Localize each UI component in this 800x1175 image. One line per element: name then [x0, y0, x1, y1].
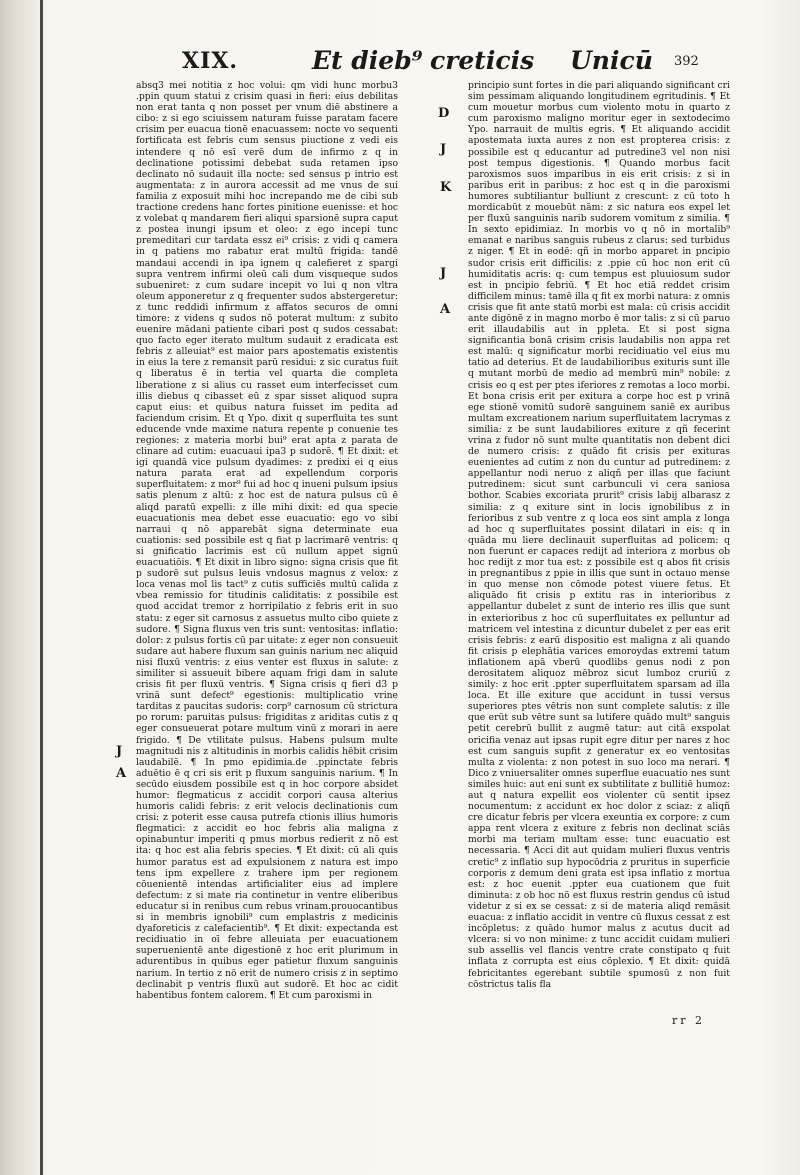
- left-column-text: absq3 mei notitia z hoc volui: qm vidi hunc morbu3 .ppin quum statui z crisim quasi in fieri: eius debilitas non erat tanta q non posset per vnum diē abstinere a cibo: z si ego sciuissem naturam fuisse paratam facere crisim per euacua tionē enacuassem: nocte vo sequenti fortificata est febris cum sensus piuctione z vedi eis intendere q nō esī verē dum de infirmo z q in declinatione potissimi debebat suda retamen ipso declinato nō sudauit illa nocte: sed sensus p intrio est augmentata: z in aurora accessit ad me vnus de sui familia z exposuit mihi hoc increpando me de cibi sub tractione credens hanc fortes pinitione euenisse: et hoc z volebat q mandarem fieri aliqui sparsionē supra caput z postea inungi ipsum et oleo: z ego incepi tunc premeditari cur tardata essz ei⁹ crisis: z vidi q camera in q patiens mo rabatur erat multū frigida: tandē mandaui accendi in ipa ignem q calefieret z spargi supra ventrem infirmi oleū cali dum visqueque sudos subueniret: z cum sudare incepit vo lui q non vltra oleum apponeretur z q frequenter sudos abstergeretur: z tunc reddidi infirmum z affatos securos de omni timore: z videns q sudos nō poterat multum: z subito euenire mādani patiente cibari post q sudos cessabat: quo facto eger iterato multum sudauit z eradicata est febris z alleuiat⁹ est maior pars apostematis existentis in eius la tere z remansit parū residui: z sic curatus fuit q liberatus ē in tertia vel quarta die completa liberatione z si alius cu rasset eum interfecisset cum illis diebus q cibasset eū z spar sisset aliquod supra caput eius: et quibus natura fuisset im pedita ad faciendum crisim. Et q Ypo. dixit q superfluita tes sunt educende vnde maxime natura repente p conuenie tes regiones: z materia morbi bui⁹ erat apta z parata de clinare ad cutim: euacuaui ipa3 p sudorē. ¶ Et dixit: et igi quandā vice pulsum dyadimes: z predixi ei q eius natura parata erat ad expellendum corporis superfluitatem: z mor⁹ fui ad hoc q inueni pulsum ipsius satis plenum z altū: z hoc est de natura pulsus cū ē aliqd paratū expelli: z ille mihi dixit: ed qua specie euacuationis mea debet esse euacuatio: ego vo sibi narraui q nō apparebāt signa determinate eua cuationis: sed possibile est q fiat p lacrimarē ventris: q si gnificatio lacrimis est cū nullum appet signū euacuatiōis. ¶ Et dixit in libro signo: signa crisis que fit p sudorē sut pulsus leuis vndosus magnus z velox: z loca venas mol lis tact⁹ z cutis sufficiēs multū calida z vbea remissio for titudinis caliditatis: z possibile est quod accidat tremor z horripilatio z febris erit in suo statu: z eger sit carnosus z assuetus multo cibo quiete z sudore. ¶ Signa fluxus ven tris sunt: ventositas: inflatio: dolor: z pulsus fortis cū par uitate: z eger non consueuit sudare aut habere fluxum san guinis narium nec aliquid nisi fluxū ventris: z eius venter est fluxus in salute: z similiter si assueuit bibere aquam frigi dam in salute crisis fit per fluxū ventris. ¶ Signa crisis q fieri d3 p vrinā sunt defect⁹ egestionis: multiplicatio vrine tarditas z paucitas sudoris: corp⁹ carnosum cū strictura po rorum: paruitas pulsus: frigiditas z ariditas cutis z q eger consueuerat potare multum vinū z morari in aere frigido. ¶ De vtilitate pulsus. Habens pulsum multe magnitudi nis z altitudinis in morbis calidis hēbit crisim laudabilē. ¶ In pmo epidimia.de .ppinctate febris aduētio ē q cri sis erit p fluxum sanguinis narium. ¶ In secūdo eiusdem possibile est q in hoc corpore absidet humor: flegmaticus z accidit corpori causa alterius humoris calidi febris: z erit velocis declinationis cum crisi: z poterit esse causa putrefa ctionis illius humoris flegmatici: z accidit eo hoc febris alia maligna z opinabuntur imperiti q pmus morbus redierit z nō est ita: q hoc est alia febris species. ¶ Et dixit: cū ali quis humor paratus est ad expulsionem z natura est impo tens ipm expellere z trahere ipm per regionem cōuenientē intendas artificialiter eius ad implere defectum: z si mate ria continetur in ventre eliberibus educatur si in renibus cum rebus vrinam.prouocantibus si in membris ignobili⁹ cum emplastris z medicinis dyaforeticis z calefacientib⁹. ¶ Et dixit: expectanda est recidiuatio in oī febre alleuiata per euacuationem superuenientē ante digestionē z hoc erit plurimum in adurentibus in quibus eger patietur fluxum sanguinis narium. In tertio z nō erit de numero crisis z in septimo declinabit p ventris fluxū aut sudorē. Et hoc ac cidit habentibus fontem calorem. ¶ Et cum paroxismi in: [136, 80, 398, 1001]
- margin-letter: A: [440, 302, 451, 317]
- header-book: XIX.: [182, 48, 239, 74]
- header-title-part3: Unicū: [570, 46, 653, 75]
- margin-letter: J: [440, 142, 447, 157]
- margin-letter: J: [116, 744, 123, 759]
- left-column: [136, 80, 398, 1001]
- folio-number: 392: [674, 54, 699, 69]
- margin-letter: A: [116, 766, 127, 781]
- header-title-part1: Et dieb⁹: [312, 46, 423, 75]
- signature-mark: rr 2: [672, 1014, 706, 1027]
- margin-letter: J: [440, 266, 447, 281]
- margin-letter: K: [440, 180, 452, 195]
- right-column-text: principio sunt fortes in die pari aliquando significant cri sim pessimam aliquando longitudinem egritudinis. ¶ Et cum mouetur morbus cum violento motu in quarto z cum paroxismo maligno moritur eger in sextodecimo Ypo. narrauit de multis egris. ¶ Et aliquando accidit apostemata iuxta aures z non est propterea crisis: z possibile est q educantur ad putredine3 vel non nisi post tempus digestionis. ¶ Quando morbus facit paroxismos suos imparibus in eis erit crisis: z si in paribus erit in paribus: z hoc est q in die paroxismi humores subtiliantur bulliunt z crescunt: z cū toto h mordicabūt z mouebūt nām: z sic natura eos expel let per fluxū sanguinis narib sudorem vomitum z similia. ¶ In sexto epidimiaz. In morbis vo q nō in mortalib⁹ emanat e naribus sanguis rubeus z clarus: sed turbidus z niger. ¶ Et in eodē: qñ in morbo apparet in pncipio sudor crisis erit difficilis: z .ppie cū hoc non erit cū humiditatis acris: q: cum tempus est pluuiosum sudor est in pncipio febriū. ¶ Et hoc etiā reddet crisim difficilem minus: tamē illa q fit ex morbi natura: z omnis crisis que fit ante statū morbi est mala: cū crisis accidit ante digōnē z in magno morbo ē mor talis: z si cū paruo erit illaudabilis aut in ppleta. Et si post signa significantia bonā crisim crisis laudabilis non appa ret est malū: q significatur morbi recidiuatio vel eius mu tatio ad deterius. Et de laudabilioribus exituris sunt ille q mutant morbū de medio ad membrū min⁹ nobile: z crisis eo q est per ptes iferiores z remotas a loco morbi. Et bona crisis erit per exitura a corpe hoc est p vrinā ege stionē vomitū sudorē sanguinem saniē ex auribus multam excreationem narium superfluitatem lacrymas z similia: z be sunt laudabiliores exiture z qñ fecerint vrina z fudor nō sunt multe quantitatis non debent dici de numero crisis: z quādo fit crisis per exituras euenientes ad cutim z non du cuntur ad putredinem: z appellantur nodi neruo z aliqñ per illas que faciunt putredinem: sicut sunt carbunculi vi cera saniosa bothor. Scabies excoriata prurit⁹ crisis labij albarasz z similia: z q exiture sint in locis ignobilibus z in ferioribus z sub ventre z q loca eos sint ampla z longa ad hoc q superfluitates possint dilatari in eis: q in quāda mu liere declinauit superfluitas ad policem: q non fuerunt er capaces redijt ad interiora z morbus ob hoc redijt z mor tua est: z possibile est q abos fit crisis in pregnantibus z ppie in illis que sunt in octauo mense in quo mense non cōmode potest viuere fetus. Et aliquādo fit crisis p extitu ras in interioribus z appellantur dubelet z sunt de interio res illis que sunt in exterioribus z hoc cū superfluitates ex pelluntur ad matricem vel intestina z dicuntur dubelet z per eas erit crisis febris: z earū dispositio est maligna z ali quando fit crisis p elephātia varices emoroydas extremi tatum inflationem apā vberū quodlibs genus nodi z pon derositatem aliquoz mēbroz sicut lumboz cruriū z simily: z hoc erit .ppter superfluitatem sparsam ad illa loca. Et ille exiture que accidunt in tussi versus superiores ptes vētris non sunt complete salutis: z ille que erūt sub vētre sunt sa lutifere quādo mult⁹ sanguis petit cerebrū bullit z augmē tatur: aut citā exspolat oricifia venaz aut ipsas rupit egre ditur per nares z hoc est cum sanguis supfit z generatur ex eo ventositas multa z violenta: z non potest in suo loco ma nerari. ¶ Dico z vniuersaliter omnes superflue euacuatio nes sunt similes huic: aut eni sunt ex subtilitate z bullitiē humoz: aut q natura expellit eos violenter cū sentit ipsez nocumentum: z accidunt ex hoc dolor z sciaz: z aliqñ cre dicatur febris per vlcera exeuntia ex corpore: z cum appa rent vlcera z exiture z febris non declinat sciās morbi ma teriam multam esse: tunc euacuatio est necessaria. ¶ Acci dit aut quidam mulieri fluxus ventris cretic⁹ z inflatio sup hypocōdria z pruritus in superficie corporis z demum deni grata est ipsa inflatio z mortua est: z hoc euenit .ppter eua cuationem que fuit diminuta: z ob hoc nō est fluxus restrin gendus cū istud videtur z si ex se cessat: z si de materia aliqd remāsit euacua: z inflatio accidit in ventre cū fluxus cessat z est incōpletus: z quādo humor malus z acutus ducit ad vlcera: si vo non minime: z tunc accidit cuidam mulieri sub assellis vel flancis ventre crate constipato q fuit inflata z corrupta est eius cōplexio. ¶ Et dixit: quidā febricitantes egerebant subtile spumosū z non fuit cōstrictus talis fla: [468, 80, 730, 990]
- binding-edge: [40, 0, 43, 1175]
- right-column: [468, 80, 730, 990]
- margin-letter: D: [438, 106, 450, 121]
- header-title-part2: creticis: [430, 46, 535, 75]
